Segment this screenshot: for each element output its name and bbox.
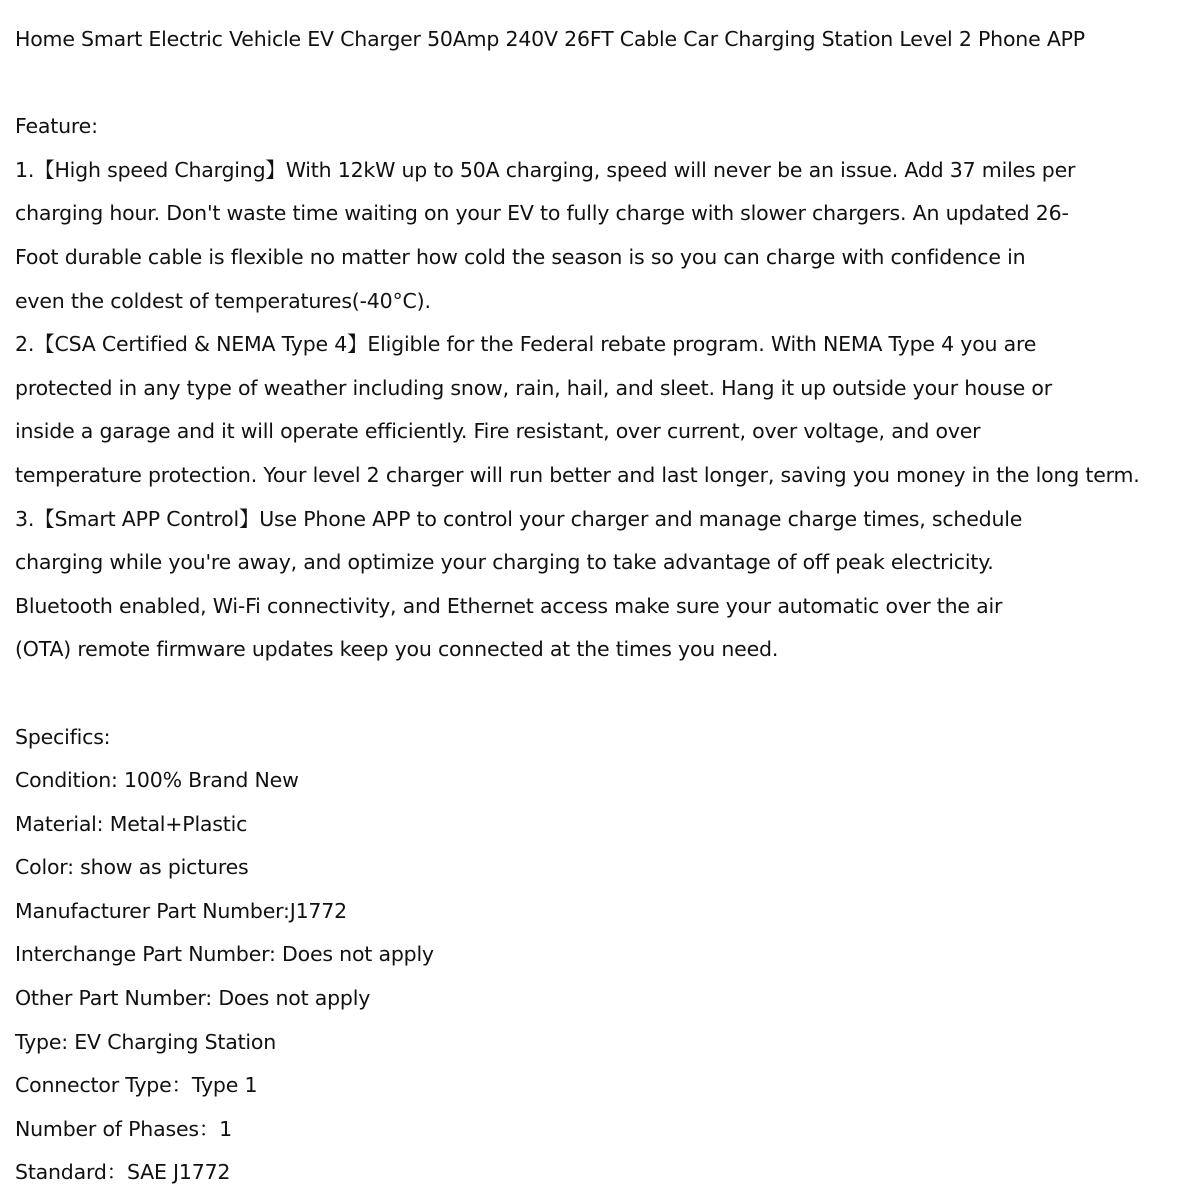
feature-line: even the coldest of temperatures(-40°C). [15,288,431,313]
feature-line: 1.【High speed Charging】With 12kW up to 50A charging, speed will never be an issue. Add 37 miles per [15,157,1076,182]
specifics-heading: Specifics: [15,724,111,749]
spec-line: Number of Phases：1 [15,1116,232,1141]
feature-line: charging while you're away, and optimize your charging to take advantage of off peak electricity. [15,550,994,575]
feature-line: temperature protection. Your level 2 charger will run better and last longer, saving you money in the long term. [15,462,1140,487]
spacer [15,62,1190,106]
feature-line: 2.【CSA Certified & NEMA Type 4】Eligible for the Federal rebate program. With NEMA Type 4 you are [15,332,1037,357]
spec-line: Condition: 100% Brand New [15,768,299,793]
feature-heading: Feature: [15,114,98,139]
spec-line: Other Part Number: Does not apply [15,986,371,1011]
spec-line: Type: EV Charging Station [15,1029,277,1054]
spec-line: Manufacturer Part Number:J1772 [15,898,347,923]
product-description [15,18,1190,1195]
spec-line: Interchange Part Number: Does not apply [15,942,434,967]
spec-line: Connector Type：Type 1 [15,1073,258,1098]
spec-line: Standard：SAE J1772 [15,1160,231,1185]
product-title: Home Smart Electric Vehicle EV Charger 50Amp 240V 26FT Cable Car Charging Station Level 2 Phone APP [15,27,1085,51]
feature-line: Foot durable cable is flexible no matter how cold the season is so you can charge with confidence in [15,244,1026,269]
feature-line: Bluetooth enabled, Wi-Fi connectivity, and Ethernet access make sure your automatic over the air [15,593,1003,618]
feature-line: 3.【Smart APP Control】Use Phone APP to control your charger and manage charge times, schedule [15,506,1023,531]
feature-line: inside a garage and it will operate efficiently. Fire resistant, over current, over voltage, and over [15,419,981,444]
spec-line: Color: show as pictures [15,855,249,880]
feature-line: charging hour. Don't waste time waiting on your EV to fully charge with slower chargers. An updated 26- [15,201,1069,226]
spacer [15,672,1190,716]
feature-line: (OTA) remote firmware updates keep you connected at the times you need. [15,637,779,662]
spec-line: Material: Metal+Plastic [15,811,248,836]
feature-line: protected in any type of weather including snow, rain, hail, and sleet. Hang it up outside your house or [15,375,1052,400]
